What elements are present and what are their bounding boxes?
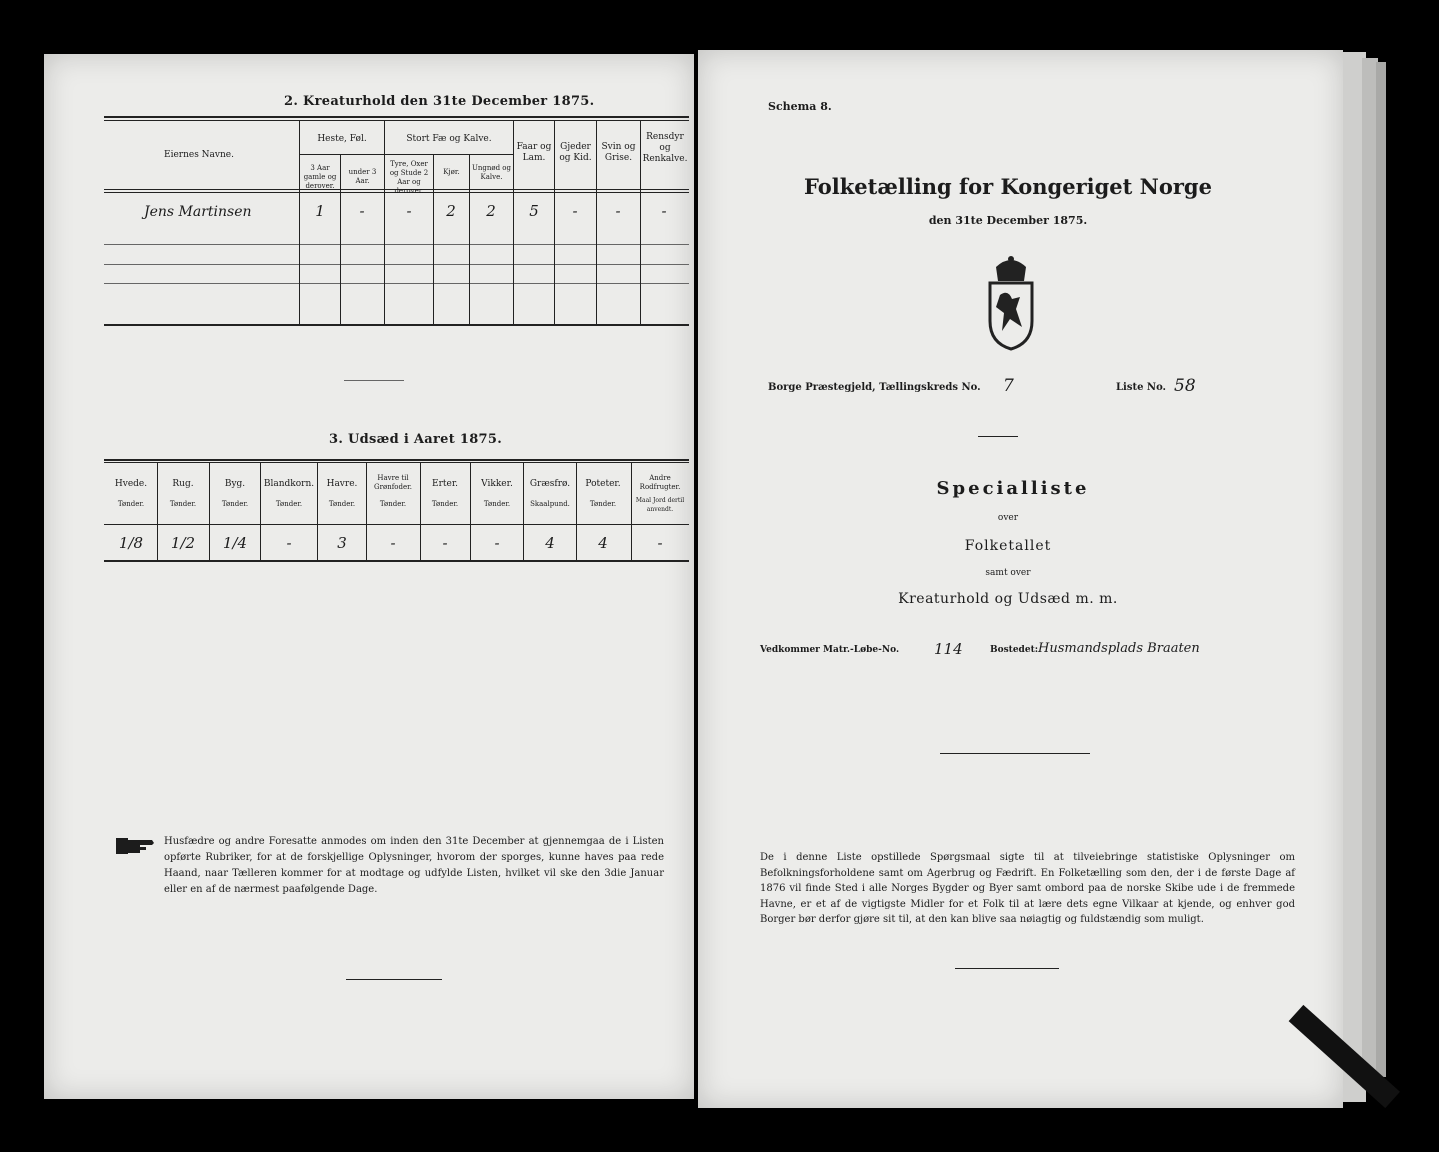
bulls-header: Tyre, Oxer og Stude 2 Aar og derover. — [389, 160, 429, 195]
table-rule — [104, 462, 689, 463]
table-rule — [470, 462, 471, 560]
seed-value: - — [657, 534, 663, 552]
seed-value: - — [442, 534, 448, 552]
cattle-header: Stort Fæ og Kalve. — [406, 134, 492, 144]
samt-over-text: samt over — [985, 568, 1031, 578]
table-rule — [104, 283, 689, 284]
cover-title: Folketælling for Kongeriget Norge — [804, 174, 1212, 199]
horses-header: Heste, Føl. — [317, 134, 367, 144]
table-rule — [631, 462, 632, 560]
cell-value: 2 — [446, 202, 456, 220]
table-rule — [317, 462, 318, 560]
cell-value: 5 — [529, 202, 539, 220]
seed-col-vikker: Vikker. — [481, 479, 513, 489]
divider — [940, 753, 1090, 754]
horses-old-header: 3 Aar gamle og derover. — [303, 164, 337, 190]
table-rule — [523, 462, 524, 560]
table-rule — [300, 154, 514, 155]
seed-value: 1/2 — [170, 534, 196, 552]
left-page — [44, 54, 694, 1099]
owner-name: Jens Martinsen — [144, 204, 252, 220]
table-rule — [420, 462, 421, 560]
cover-subtitle: den 31te December 1875. — [928, 214, 1088, 227]
seed-value: 1/8 — [118, 534, 144, 552]
pointing-hand-icon — [116, 834, 156, 856]
cell-value: - — [615, 202, 621, 220]
seed-unit-havre: Tønder. — [328, 500, 356, 508]
livestock-title: 2. Kreaturhold den 31te December 1875. — [284, 94, 595, 109]
seed-col-poteter: Poteter. — [585, 479, 621, 489]
owner-header: Eiernes Navne. — [164, 150, 234, 160]
table-rule — [104, 120, 689, 121]
sheep-header: Faar og Lam. — [516, 142, 552, 163]
seed-col-gronfoder: Havre til Grønfoder. — [374, 474, 412, 491]
seed-unit-blandkorn: Tønder. — [275, 500, 303, 508]
coat-of-arms-icon — [982, 255, 1040, 351]
pigs-header: Svin og Grise. — [601, 142, 636, 163]
seed-unit-graesfro: Skaalpund. — [530, 500, 570, 508]
seed-title: 3. Udsæd i Aaret 1875. — [329, 432, 503, 447]
seed-value: 4 — [545, 534, 555, 552]
table-rule — [104, 524, 689, 525]
seed-unit-erter: Tønder. — [431, 500, 459, 508]
seed-unit-rodfrugter: Maal Jord dertil anvendt. — [635, 497, 685, 513]
divider — [344, 380, 404, 381]
table-rule — [384, 120, 385, 324]
notice-text: Husfædre og andre Foresatte anmodes om inden den 31te December at gjennemgaa de i Listen opførte Rubriker, for at de forskjellige Oplysninger, hvorom der sporges, kunne haves paa rede Haand, naar Tælleren kommer for at modtage og udfylde Listen, hvilket vil ske den 3die Januar eller en af de nærmest paafølgende Dage. — [164, 836, 664, 895]
reindeer-header: Rensdyr og Renkalve. — [642, 132, 688, 164]
cover-notice: De i denne Liste opstillede Spørgsmaal sigte til at tilveiebringe statistiske Oplysninger om Befolkningsforholdene samt om Agerbrug og Fædrift. En Folketælling som den, der i de første Dage af 1876 vil finde Sted i alle Norges Bygder og Byer samt ombord paa de norske Skibe ude i de fremmede Havne, er et af de vigtigste Midler for et Folk til at lære dets egne Vilkaar at kjende, og enhver god Borger bør derfor gjøre sit til, at den kan blive saa nøiagtig og fuldstændig som muligt. — [760, 852, 1295, 925]
table-rule — [433, 154, 434, 324]
table-rule — [104, 560, 689, 562]
schema-label: Schema 8. — [768, 100, 832, 113]
table-rule — [576, 462, 577, 560]
bosted-label: Bostedet: — [990, 645, 1039, 655]
matr-number: 114 — [934, 640, 963, 658]
bosted-value: Husmandsplads Braaten — [1038, 641, 1200, 656]
seed-unit-poteter: Tønder. — [589, 500, 617, 508]
table-rule — [260, 462, 261, 560]
seed-col-havre: Havre. — [326, 479, 358, 489]
cell-value: - — [661, 202, 667, 220]
over-text: over — [997, 513, 1019, 523]
page-edge — [1376, 62, 1386, 1077]
folketallet-text: Folketallet — [964, 538, 1052, 554]
seed-value: - — [494, 534, 500, 552]
divider — [955, 968, 1059, 969]
cell-value: 2 — [486, 202, 496, 220]
divider — [346, 979, 442, 980]
goats-header: Gjeder og Kid. — [559, 142, 592, 163]
seed-col-graesfro: Græsfrø. — [529, 479, 571, 489]
cell-value: - — [406, 202, 412, 220]
seed-unit-hvede: Tønder. — [117, 500, 145, 508]
seed-unit-vikker: Tønder. — [483, 500, 511, 508]
seed-col-blandkorn: Blandkorn. — [263, 479, 315, 489]
seed-unit-rug: Tønder. — [169, 500, 197, 508]
table-rule — [157, 462, 158, 560]
seed-value: - — [390, 534, 396, 552]
kreaturhold-text: Kreaturhold og Udsæd m. m. — [898, 591, 1118, 607]
list-number: 58 — [1174, 376, 1196, 396]
table-rule — [104, 459, 689, 461]
seed-unit-byg: Tønder. — [221, 500, 249, 508]
seed-value: 1/4 — [222, 534, 248, 552]
parish-label: Borge Præstegjeld, Tællingskreds No. — [768, 382, 981, 393]
cows-header: Kjør. — [443, 168, 460, 176]
seed-col-rug: Rug. — [172, 479, 194, 489]
seed-col-rodfrugter: Andre Rodfrugter. — [639, 474, 681, 491]
table-rule — [366, 462, 367, 560]
horses-young-header: under 3 Aar. — [348, 168, 377, 185]
table-rule — [299, 120, 300, 324]
calves-header: Ungnød og Kalve. — [471, 164, 511, 181]
table-rule — [104, 244, 689, 245]
seed-value: - — [286, 534, 292, 552]
cell-value: - — [359, 202, 365, 220]
seed-value: 4 — [598, 534, 608, 552]
matr-label: Vedkommer Matr.-Løbe-No. — [760, 645, 900, 655]
seed-unit-gronfoder: Tønder. — [379, 500, 407, 508]
table-rule — [104, 324, 689, 326]
cell-value: 1 — [315, 202, 325, 220]
seed-col-erter: Erter. — [432, 479, 458, 489]
district-number: 7 — [1003, 376, 1014, 396]
right-page — [698, 50, 1343, 1108]
divider — [978, 436, 1018, 437]
cell-value: - — [572, 202, 578, 220]
table-rule — [104, 116, 689, 118]
table-rule — [209, 462, 210, 560]
table-rule — [104, 264, 689, 265]
seed-col-byg: Byg. — [224, 479, 246, 489]
seed-col-hvede: Hvede. — [114, 479, 148, 489]
list-label: Liste No. — [1116, 382, 1167, 393]
seed-value: 3 — [337, 534, 347, 552]
special-list-heading: Specialliste — [936, 478, 1090, 499]
